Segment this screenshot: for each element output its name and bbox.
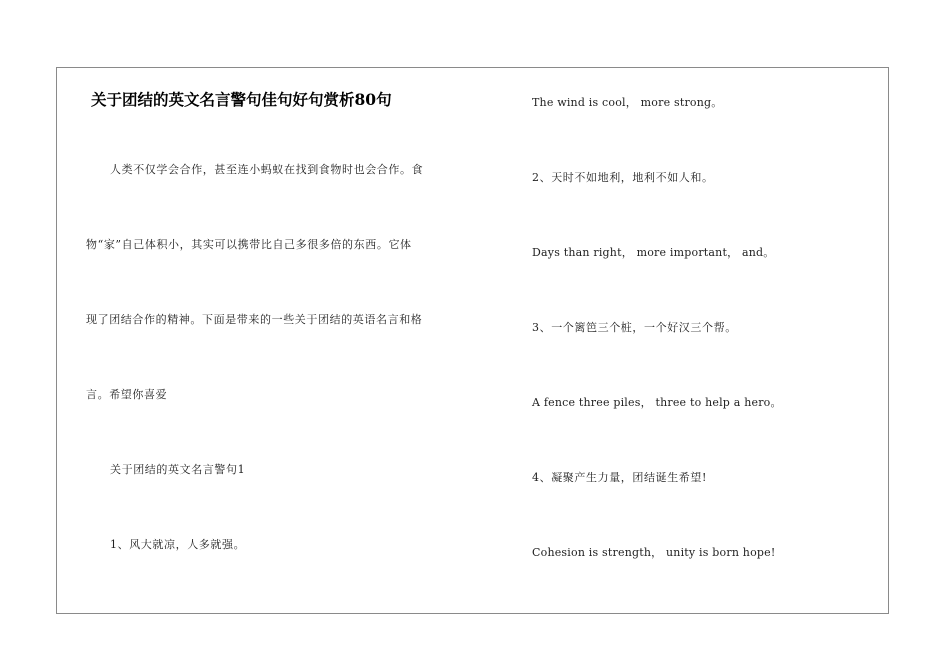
page-border — [56, 67, 889, 614]
document-title: 关于团结的英文名言警句佳句好句赏析80句 — [91, 90, 392, 109]
quote-4-english: Cohesion is strength， unity is born hope! — [532, 546, 776, 559]
quote-3-english: A fence three piles， three to help a hero。 — [532, 396, 782, 409]
quote-1-chinese: 1、风大就凉，人多就强。 — [110, 538, 246, 551]
quote-4-chinese: 4、凝聚产生力量，团结诞生希望! — [532, 471, 708, 484]
left-paragraph-line-1: 人类不仅学会合作，甚至连小蚂蚁在找到食物时也会合作。食 — [110, 163, 424, 176]
quote-1-english: The wind is cool， more strong。 — [532, 96, 723, 109]
quote-3-chinese: 3、一个篱笆三个桩，一个好汉三个帮。 — [532, 321, 737, 334]
quote-2-english: Days than right， more important， and。 — [532, 246, 775, 259]
left-paragraph-line-3: 现了团结合作的精神。下面是带来的一些关于团结的英语名言和格 — [86, 313, 423, 326]
left-paragraph-line-2: 物“家”自己体积小，其实可以携带比自己多很多倍的东西。它体 — [86, 238, 412, 251]
quote-2-chinese: 2、天时不如地利，地利不如人和。 — [532, 171, 714, 184]
left-paragraph-line-4: 言。希望你喜爱 — [86, 388, 168, 401]
section-heading: 关于团结的英文名言警句1 — [110, 463, 246, 476]
